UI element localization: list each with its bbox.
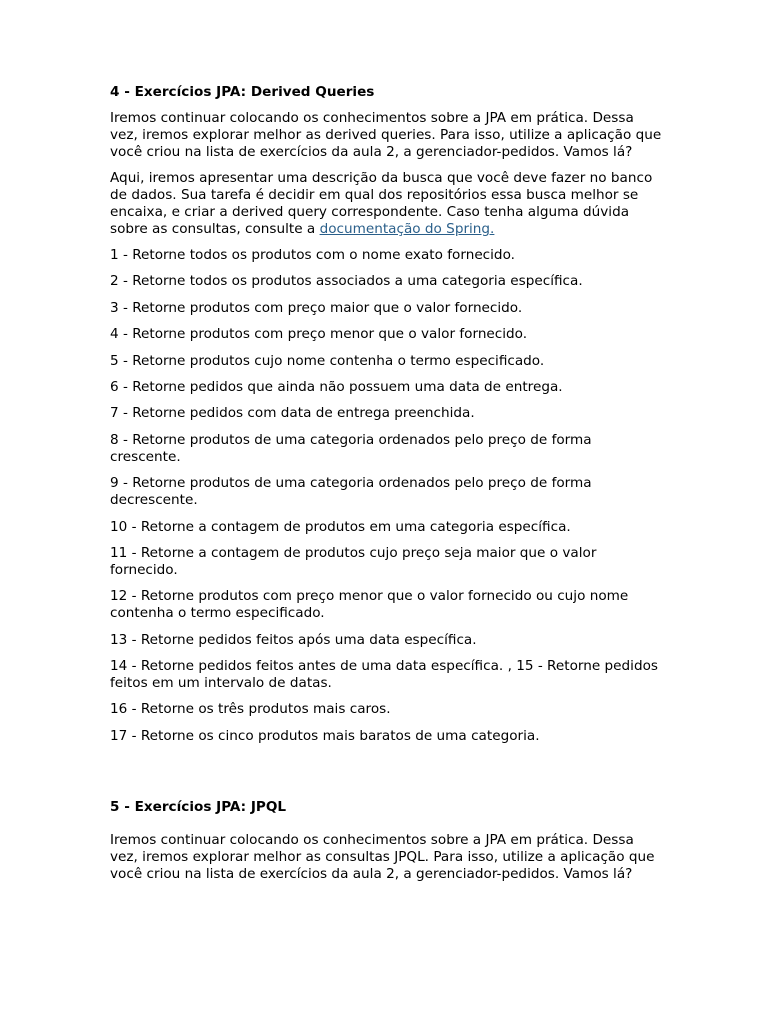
section1-instructions-paragraph [110,170,665,238]
section1-intro-paragraph: Iremos continuar colocando os conhecimentos sobre a JPA em prática. Dessa vez, iremos explorar melhor as derived queries. Para isso, utilize a aplicação que você criou na lista de exercícios da aula 2, a gerenciador-pedidos. Vamos lá? [110,110,662,160]
list-item: 4 - Retorne produtos com preço menor que o valor fornecido. [110,326,528,343]
list-item: 7 - Retorne pedidos com data de entrega preenchida. [110,405,475,422]
section2-intro-paragraph: Iremos continuar colocando os conhecimentos sobre a JPA em prática. Dessa vez, iremos explorar melhor as consultas JPQL. Para isso, utilize a aplicação que você criou na lista de exercícios da aula 2, a gerenciador-pedidos. Vamos lá? [110,832,655,883]
list-item: 8 - Retorne produtos de uma categoria ordenados pelo preço de forma crescente. [110,431,592,465]
instructions-text: Aqui, iremos apresentar uma descrição da busca que você deve fazer no banco de dados. Sua tarefa é decidir em qual dos repositórios essa busca melhor se encaixa, e criar a derived query correspondente. Caso tenha alguma dúvida sobre as consultas, consulte a [110,170,653,237]
list-item: 17 - Retorne os cinco produtos mais baratos de uma categoria. [110,727,540,744]
list-item: 6 - Retorne pedidos que ainda não possuem uma data de entrega. [110,378,563,395]
list-item: 14 - Retorne pedidos feitos antes de uma data específica. , 15 - Retorne pedidos feitos em um intervalo de datas. [110,658,658,692]
list-item: 11 - Retorne a contagem de produtos cujo preço seja maior que o valor fornecido. [110,544,597,578]
document-page [110,84,665,892]
list-item: 3 - Retorne produtos com preço maior que o valor fornecido. [110,299,523,316]
list-item: 16 - Retorne os três produtos mais caros. [110,701,391,718]
section-title-jpql: 5 - Exercícios JPA: JPQL [110,799,287,816]
list-item: 1 - Retorne todos os produtos com o nome exato fornecido. [110,247,515,263]
list-item: 2 - Retorne todos os produtos associados a uma categoria específica. [110,273,583,290]
section-title-derived-queries: 4 - Exercícios JPA: Derived Queries [110,84,375,100]
list-item: 10 - Retorne a contagem de produtos em uma categoria específica. [110,518,571,535]
exercise-list [110,247,665,745]
list-item: 12 - Retorne produtos com preço menor que o valor fornecido ou cujo nome contenha o termo especificado. [110,588,629,622]
list-item: 5 - Retorne produtos cujo nome contenha o termo especificado. [110,352,545,369]
list-item: 13 - Retorne pedidos feitos após uma data específica. [110,631,477,648]
section-spacer [110,754,665,799]
spring-documentation-link[interactable]: documentação do Spring. [319,221,495,237]
list-item: 9 - Retorne produtos de uma categoria ordenados pelo preço de forma decrescente. [110,475,592,509]
